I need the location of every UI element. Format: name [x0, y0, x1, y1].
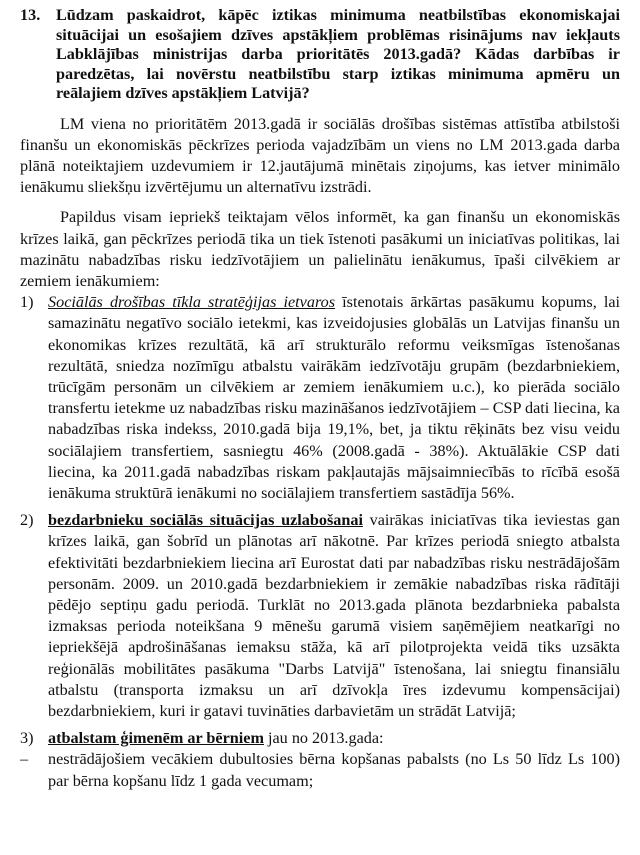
answer-paragraph-2: Papildus visam iepriekš teiktajam vēlos informēt, ka gan finanšu un ekonomiskās krīzes laikā, gan pēckrīzes periodā tika un tiek īstenoti pasākumi un iniciatīvas politikas, lai mazinātu nabadzības risku iedzīvotājiem un palielinātu ienākumus, īpaši cilvēkiem ar zemiem ienākumiem: [20, 208, 620, 290]
dash-item-text: nestrādājošiem vecākiem dubultosies bērna kopšanas pabalsts (no Ls 50 līdz Ls 100) par bērna kopšanu līdz 1 gada vecumam; [48, 750, 620, 790]
list-item-2 [20, 510, 620, 722]
list-marker: 2) [20, 511, 34, 530]
list-item-3 [20, 728, 620, 749]
list-item-body: vairākas iniciatīvas tika ieviestas gan krīzes laikā, gan šobrīd un plānotas arī nākotnē. Par krīzes periodā sniegto atbalsta efektivitāti bezdarbniekiem liecina arī Eurostat dati par nabadzības risku nestrādājošām personām. 2009. un 2010.gadā bezdarbniekiem ir zemākie nabadzības riska rādītāji pēdējo septiņu gadu periodā. Turklāt no 2013.gada plānota bezdarbnieka pabalsta izmaksas perioda noteikšana 9 mēnešu garumā visiem saņēmējiem neatkarīgi no iepriekšējā apdrošināšanas iemaksu stāža, kā arī pilotprojekta veidā tiks uzsākta reģionālās mobilitātes pasākuma "Darbs Latvijā" īstenošana, lai sniegtu finansiālu atbalstu (transporta izmaksu un arī dzīvokļa īres izdevumu kompensācijai) bezdarbniekiem, kuri ir gatavi tuvināties darbavietām un strādāt Latvijā; [48, 511, 620, 720]
list-marker: 1) [20, 293, 34, 312]
list-item-lead: atbalstam ģimenēm ar bērniem [48, 729, 264, 748]
list-item-body: jau no 2013.gada: [263, 729, 384, 748]
list-marker: 3) [20, 729, 34, 748]
dash-list-item [20, 749, 620, 791]
list-item-text [48, 728, 620, 749]
list-item-lead: bezdarbnieku sociālās situācijas uzlabošanai [48, 511, 363, 530]
question-block [20, 6, 620, 104]
list-item-body: īstenotais ārkārtas pasākumu kopums, lai samazinātu negatīvo sociālo ietekmi, kas izveidojusies globālās un Latvijas finanšu un ekonomikas krīzes rezultātā, kā arī strukturālo reformu veiksmīgas īstenošanas rezultātā, sniedza nozīmīgu atbalstu vairākām iedzīvotāju grupām (bezdarbniekiem, trūcīgām personām un cilvēkiem ar zemiem ienākumiem u.c.), ko pierāda sociālo transfertu ietekme uz nabadzības risku mazināšanos iedzīvotājiem – CSP dati liecina, ka nabadzības riska indekss, 2010.gadā bija 19,1%, bet, ja tiktu rēķināts bez visu veidu sociālajiem transfertiem, sasniegtu 46% (2008.gadā - 38%). Aktuālākie CSP dati liecina, ka 2011.gadā nabadzības riskam pakļautajās mājsaimniecībās to rīcībā esošā ienākuma struktūrā ienākumi no sociālajiem transfertiem sastādīja 56%. [48, 293, 621, 502]
list-item-text [48, 292, 620, 504]
list-item-lead: Sociālās drošības tīkla stratēģijas ietvaros [48, 293, 336, 312]
answer-paragraph-1: LM viena no prioritātēm 2013.gadā ir sociālās drošības sistēmas attīstība atbilstoši finanšu un ekonomiskās pēckrīzes perioda vajadzībām un viens no LM 2013.gada darba plānā noteiktajiem uzdevumiem ir 12.jautājumā minētais ziņojums, kas ietver minimālo ienākumu sliekšņu izvērtējumu un alternatīvu izstrādi. [20, 114, 620, 197]
list-item-1 [20, 292, 620, 504]
question-number: 13. [20, 6, 41, 24]
dash-marker: – [20, 750, 29, 769]
list-item-text [48, 510, 620, 722]
question-text: Lūdzam paskaidrot, kāpēc iztikas minimuma neatbilstības ekonomiskajai situācijai un esošajiem dzīves apstākļiem problēmas risinājums nav iekļauts Labklājības ministrijas darba prioritātēs 2013.gadā? Kādas darbības ir paredzētas, lai novērstu neatbilstību starp iztikas minimuma apmēru un reālajiem dzīves apstākļiem Latvijā? [56, 6, 620, 102]
